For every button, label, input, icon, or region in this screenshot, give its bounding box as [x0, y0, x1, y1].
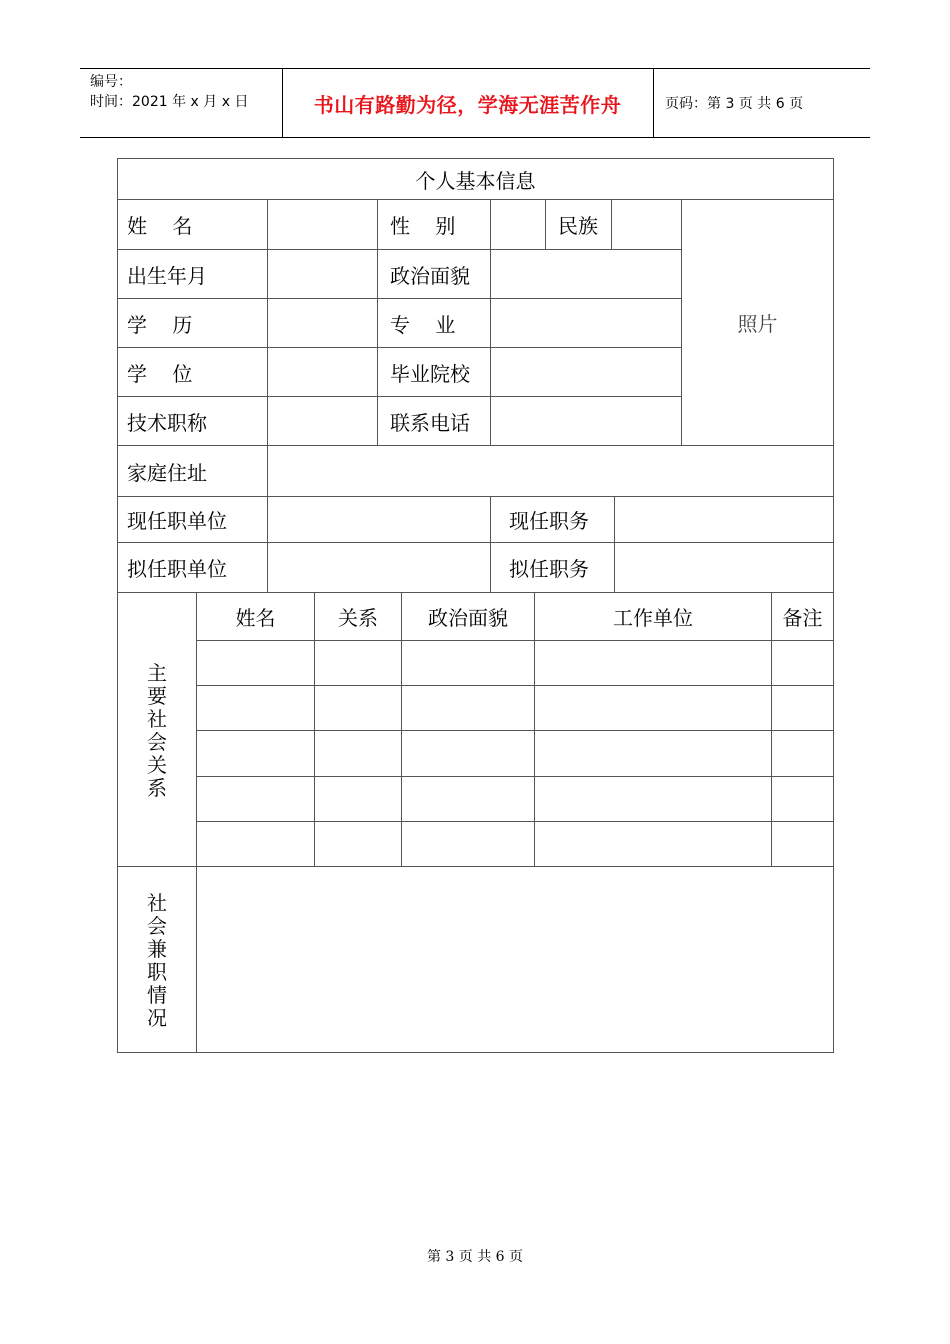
page-footer: 第 3 页 共 6 页 [426, 1249, 524, 1265]
col-line [611, 199, 612, 249]
row-line [196, 821, 833, 822]
phone-label: 联系电话 [390, 410, 470, 435]
side-jobs-label: 社会兼职情况 [147, 891, 167, 1030]
col-line [490, 199, 491, 445]
number-label: 编号： [90, 74, 132, 90]
header-meta [90, 72, 248, 112]
document-header [80, 68, 870, 138]
row-line [196, 776, 833, 777]
current-post-label: 现任职务 [509, 509, 589, 533]
ethnicity-label: 民族 [558, 214, 598, 238]
col-line [545, 199, 546, 249]
planned-unit-label: 拟任职单位 [127, 557, 227, 581]
motto: 书山有路勤为径，学海无涯苦作舟 [313, 92, 622, 117]
col-line [614, 496, 615, 592]
education-label: 学 历 [127, 312, 193, 337]
row-line [196, 730, 833, 731]
page-info: 页码：第 3 页 共 6 页 [665, 96, 804, 112]
row-line [118, 445, 833, 446]
relations-col-political: 政治面貌 [428, 606, 508, 630]
header-divider [653, 69, 654, 137]
name-label: 姓 名 [127, 214, 193, 238]
relations-section-label: 主要社会关系 [147, 661, 167, 800]
relations-col-remarks: 备注 [782, 606, 823, 630]
current-unit-label: 现任职单位 [127, 509, 227, 533]
relations-col-relation: 关系 [338, 606, 378, 630]
birth-label: 出生年月 [127, 263, 207, 288]
gender-label: 性 别 [390, 214, 456, 238]
row-line [196, 640, 833, 641]
col-line [267, 199, 268, 496]
major-label: 专 业 [390, 312, 456, 337]
planned-post-label: 拟任职务 [509, 557, 589, 581]
personal-info-form [117, 158, 834, 1053]
relations-col-name: 姓名 [235, 606, 276, 630]
school-label: 毕业院校 [390, 361, 470, 386]
col-line [267, 496, 268, 592]
row-line [118, 866, 833, 867]
row-line [196, 685, 833, 686]
address-label: 家庭住址 [127, 460, 207, 485]
col-line [196, 592, 197, 1052]
form-title: 个人基本信息 [415, 168, 536, 193]
col-line [377, 199, 378, 445]
col-line [490, 496, 491, 592]
time-label: 时间：2021 年 x 月 x 日 [90, 94, 249, 110]
title-label: 技术职称 [127, 410, 207, 435]
political-label: 政治面貌 [390, 263, 470, 288]
relations-col-workplace: 工作单位 [613, 606, 693, 630]
degree-label: 学 位 [127, 361, 193, 386]
photo-placeholder: 照片 [737, 312, 778, 336]
